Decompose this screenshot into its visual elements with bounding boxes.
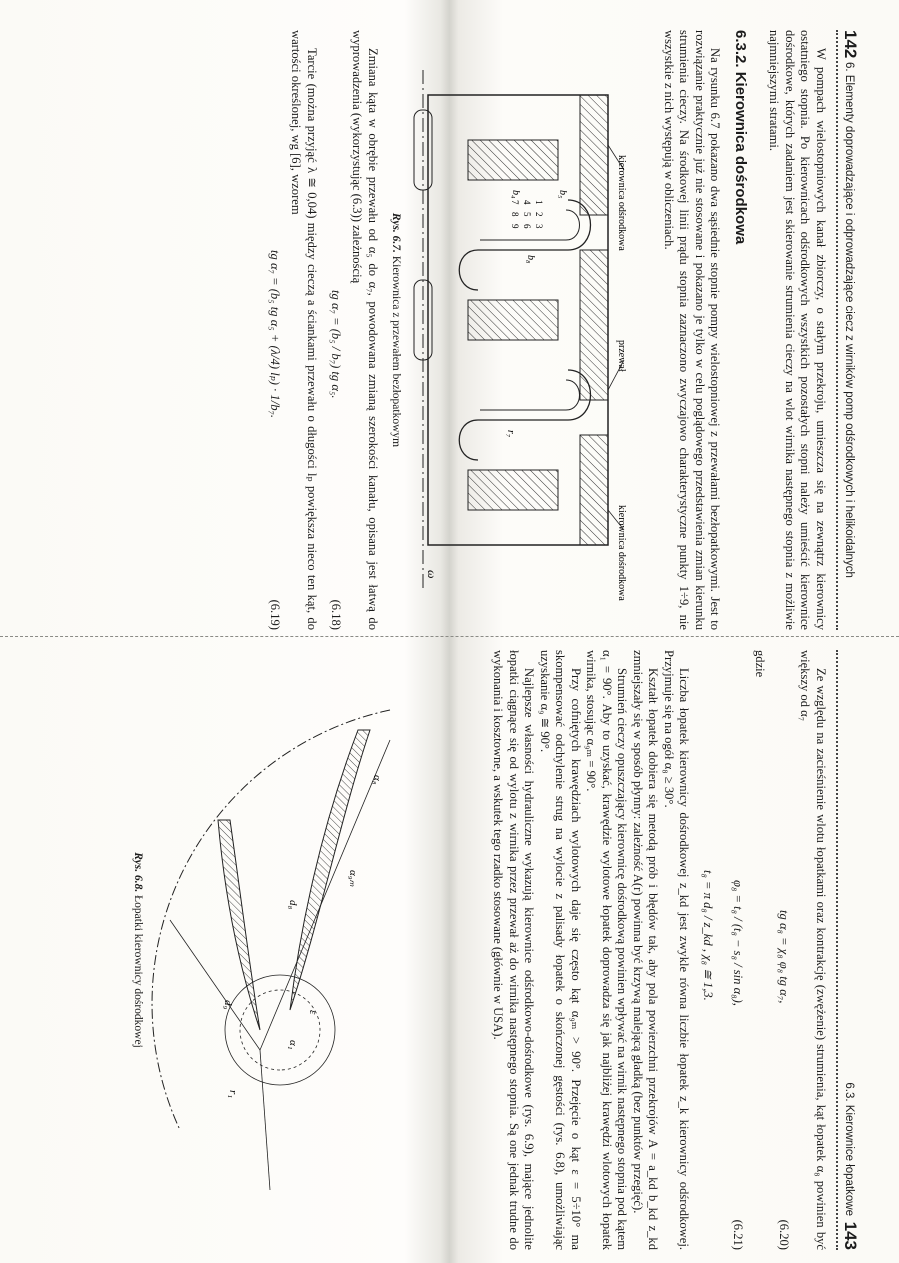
equation-body: tg α₇ = (b₅ tg α₅ + (λ/4) lₚ) · 1/b₇. — [268, 250, 282, 419]
point-label: 6 — [522, 224, 532, 229]
page-number: 143 — [841, 1221, 860, 1250]
label-b4: b₄ — [510, 190, 521, 199]
point-label: 8 — [510, 212, 520, 217]
equation-body: tg α₇ = (b₅ / b₇) tg α₅. — [329, 290, 343, 399]
paragraph-outflow: Strumień cieczy opuszczający kierownicę dośrodkową powinien wpływać na wirnik następnego stopnia pod kątem α₁ = 90°. Aby to uzyskać, krawędzie wylotowe łopatek doprowadza się jak najbliżej krawędzi wlotowych łopatek wirnika, stosując α₉ₘ = 90°. — [584, 650, 630, 1250]
equation-body: t₈ = π d₈ / z_kd , χ₈ ≅ 1,3. — [701, 870, 716, 1001]
label-r7: r₇ — [505, 430, 516, 438]
paragraph-blade-count: Liczba łopatek kierownicy dośrodkowej z_kd jest zwykle równa liczbie łopatek z_k kierownicy odśrodkowej. Przyjmuje się na ogół α₈ ≥ 30°. — [662, 650, 692, 1250]
label-b8: b₈ — [525, 255, 536, 264]
label-r1: r₁ — [227, 1090, 239, 1099]
point-label: 4 — [522, 200, 532, 205]
return-vane-drawing — [150, 670, 430, 1230]
equation-6-20 — [767, 650, 797, 1250]
label-gdzie: gdzie — [753, 650, 767, 678]
point-label: 1 — [534, 200, 544, 205]
page-header — [836, 30, 860, 630]
paragraph-recessed-edges: Przy cofniętych krawędziach wylotowych daje się często kąt α₉ₘ > 90°. Przejęcie o kąt ε = 5÷10° ma skompensować odchylenie strug na wylocie z palisady łopatek o skończonej gęstości (rys. 6.8), umożliwiając uzyskanie α₉ ≅ 90°. — [538, 650, 583, 1250]
section-paragraph: Na rysunku 6.7 pokazano dwa sąsiednie stopnie pompy wielostopniowej z przewałami bezłopatkowymi. Jest to rozwiązanie praktycznie już nie stosowane i pokazano je tylko w celu poglądowego przedstawienia zmian kierunku strumienia cieczy. Na środkowej linii prądu stopnia zaznaczono zwyczajowo charakterystyczne punkty 1÷9, nie wszystkie z nich występują w obliczeniach. — [662, 30, 723, 630]
label-d8: d₈ — [287, 900, 299, 910]
intro-paragraph: W pompach wielostopniowych kanał zbiorczy, o stałym przekroju, umieszcza się na zewnątrz kierownicy ostatniego stopnia. Po kierownicach odśrodkowych wszystkich pozostałych stopni należy umieścić kierownice dośrodkowe, których zadaniem jest skierowanie strumienia cieczy na wlot wirnika następnego stopnia z możliwie najmniejszymi stratami. — [767, 30, 828, 630]
page-142 — [0, 30, 860, 630]
gutter-fold — [0, 636, 899, 637]
label-alpha1: α₁ — [287, 1040, 299, 1050]
paragraph-contraction: Ze względu na zacieśnienie wlotu łopatkami oraz kontrakcję (zwężenie) strumienia, kąt łopatek α₈ powinien być większy od α₇ — [798, 650, 828, 1250]
figure-caption — [388, 50, 404, 610]
point-label: 7 — [510, 200, 520, 205]
label-b5: b₅ — [557, 190, 568, 199]
point-label: 9 — [510, 224, 520, 229]
figure-6-7 — [388, 50, 628, 610]
page-143 — [0, 650, 860, 1250]
running-head: 6. Elementy doprowadzające i odprowadzające ciecz z wirników pomp odśrodkowych i helikoidalnych — [843, 62, 855, 578]
equation-number: (6.21) — [731, 1219, 746, 1250]
caption-text: Łopatki kierownicy dośrodkowej — [132, 895, 145, 1048]
label-przewal: przewał — [616, 340, 627, 372]
equation-number: (6.20) — [777, 1219, 791, 1250]
caption-label: Rys. 6.7. — [390, 212, 403, 253]
paragraph-friction: Tarcie (można przyjąć λ ≅ 0,04) między cieczą a ściankami przewału o długości lₚ powiększa nieco ten kąt, do wartości określonej, wg [6], wzorem — [289, 30, 319, 630]
caption-label: Rys. 6.8. — [132, 852, 145, 893]
point-label: 2 — [534, 212, 544, 217]
text-block — [490, 650, 828, 1250]
equation-number: (6.18) — [329, 599, 343, 630]
page-number: 142 — [841, 30, 860, 59]
text-block-bottom — [258, 30, 380, 630]
pump-section-drawing — [408, 50, 628, 610]
point-label: 5 — [522, 212, 532, 217]
equation-t8 — [692, 650, 722, 1250]
paragraph-best-properties: Najlepsze własności hydrauliczne wykazują kierownice odśrodkowo-dośrodkowe (rys. 6.9), mające jednolite łopatki ciągnące się od wylotu z wirnika przez przewał aż do wirnika następnego stopnia. Są one jednak trudne do wykonania i kosztowne, a wskutek tego rzadko stosowane (głównie w USA). — [491, 650, 537, 1250]
text-block-top — [661, 30, 829, 630]
label-d9: d₉ — [222, 1000, 234, 1010]
label-epsilon: ε — [307, 1010, 319, 1015]
point-label: 3 — [534, 224, 544, 229]
equation-6-21 — [722, 650, 752, 1250]
caption-text: Kierownica z przewałem bezłopatkowym — [390, 255, 403, 448]
page-header — [836, 650, 860, 1250]
label-alpha9m: α₉ₘ — [347, 870, 359, 887]
equation-6-19 — [258, 30, 288, 630]
equation-body: tg α₈ = χ₈ φ₈ tg α₇, — [777, 910, 791, 1004]
section-heading: 6.3.2. Kierownica dośrodkowa — [732, 30, 749, 245]
equation-body: φ₈ = t₈ / (t₈ − s₈ / sin α₈), — [731, 880, 746, 1006]
label-kierownica-odsrodkowa: kierownica odśrodkowa — [616, 155, 627, 251]
running-head: 6.3. Kierownice łopatkowe — [843, 1082, 855, 1216]
paragraph-angle-change: Zmiana kąta w obrębie przewału od α₅ do α₇, powodowana zmianą szerokości kanału, opisana jest łatwą do wyprowadzenia (wykorzystując (6.3)) zależnością — [350, 30, 380, 630]
equation-6-18 — [319, 30, 349, 630]
figure-6-8 — [110, 670, 430, 1230]
label-alpha8: α₈ — [371, 775, 383, 785]
equation-number: (6.19) — [268, 599, 282, 630]
label-omega: ω — [425, 570, 439, 579]
figure-caption — [130, 670, 146, 1230]
label-kierownica-dosrodkowa: kierownica dośrodkowa — [616, 505, 627, 601]
paragraph-blade-shape: Kształt łopatek dobiera się metodą prób i błędów tak, aby pola powierzchni przekrojów A = a_kd b_kd z_kd zmniejszały się w sposób płynny: zależność A(r) powinna być krzywą malejącą gładką (bez punktów przegięć). — [631, 650, 661, 1250]
